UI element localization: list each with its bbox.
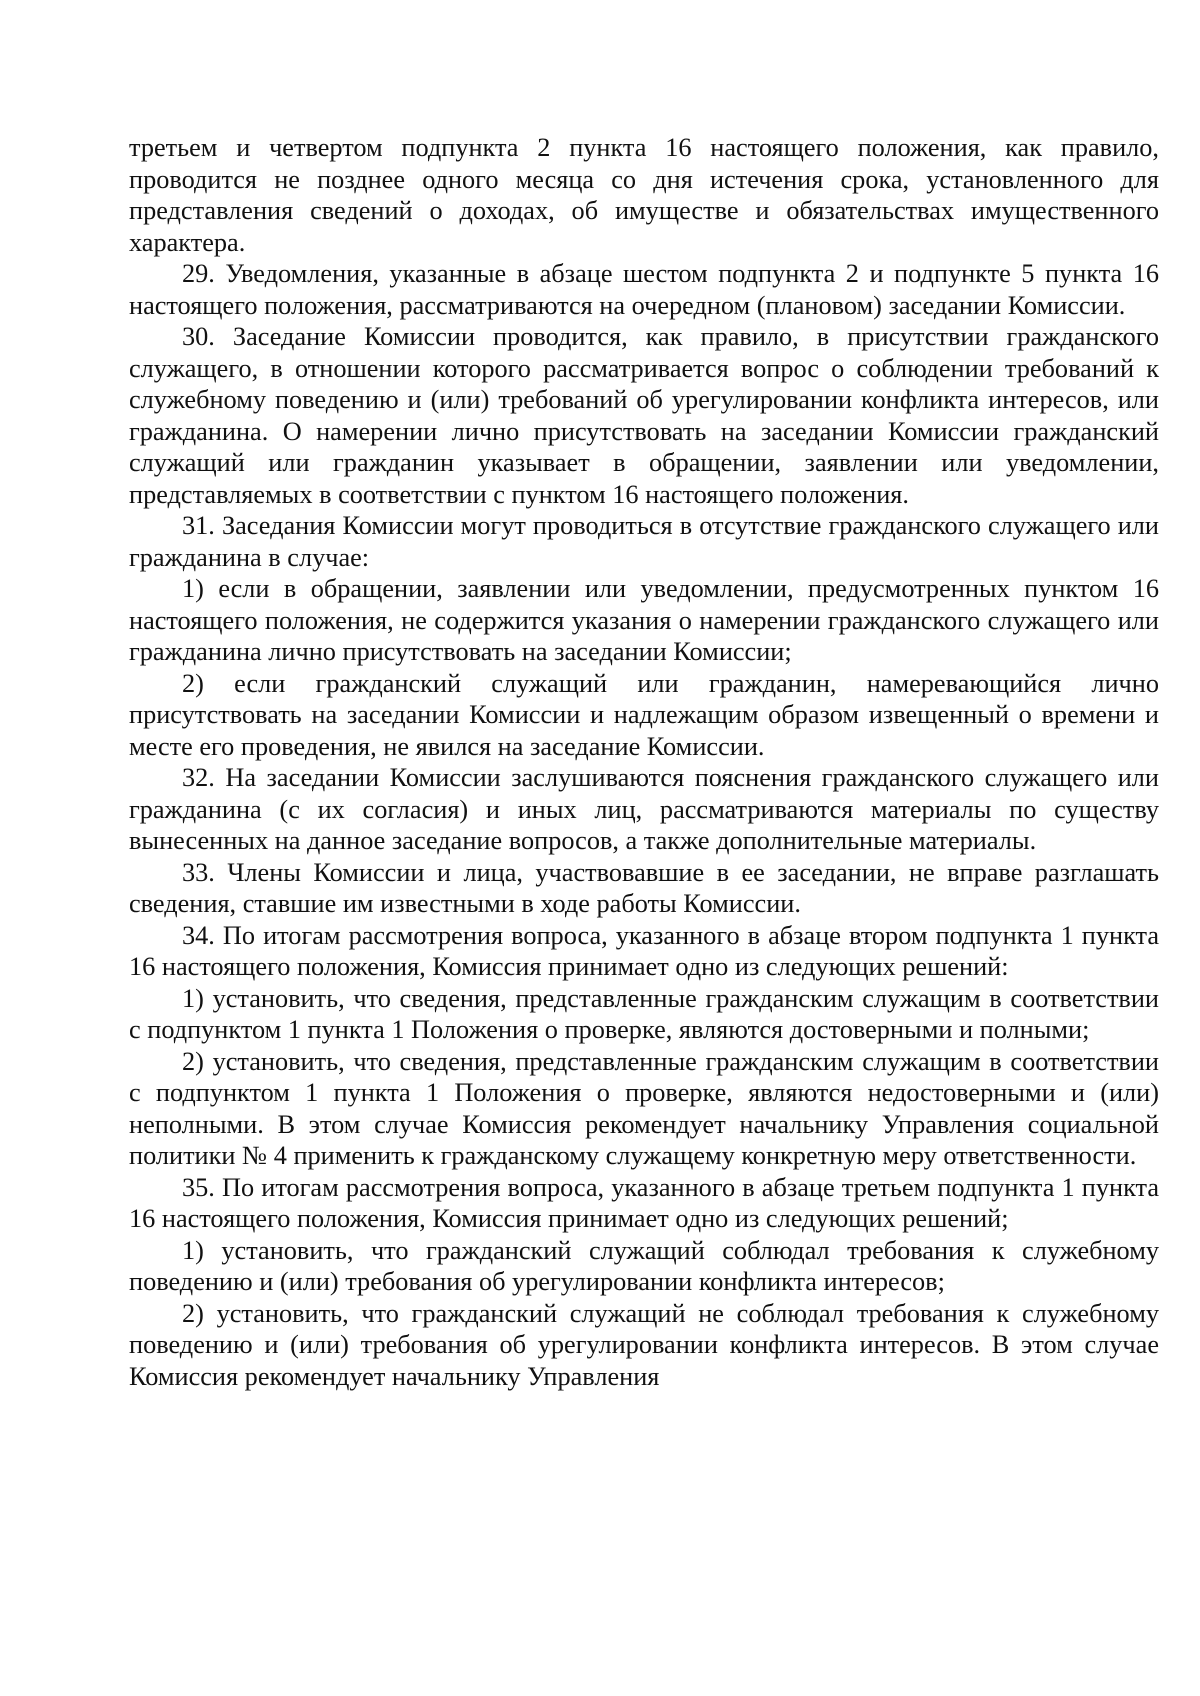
- paragraph-35-item-2: 2) установить, что гражданский служащий не соблюдал требования к служебному поведению и (или) требования об урегулировании конфликта интересов. В этом случае Комиссия рекомендует начальнику Управления: [129, 1298, 1159, 1391]
- paragraph-33: 33. Члены Комиссии и лица, участвовавшие в ее заседании, не вправе разглашать сведения, ставшие им известными в ходе работы Комиссии.: [129, 857, 1159, 918]
- paragraph-31-item-2: 2) если гражданский служащий или гражданин, намеревающийся лично присутствовать на заседании Комиссии и надлежащим образом извещенный о времени и месте его проведения, не явился на заседание Комиссии.: [129, 668, 1159, 761]
- paragraph-31-item-1: 1) если в обращении, заявлении или уведомлении, предусмотренных пунктом 16 настоящего положения, не содержится указания о намерении гражданского служащего или гражданина лично присутствовать на заседании Комиссии;: [129, 574, 1159, 666]
- document-body: [129, 132, 1159, 1392]
- paragraph-35-item-1: 1) установить, что гражданский служащий соблюдал требования к служебному поведению и (или) требования об урегулировании конфликта интересов;: [129, 1235, 1159, 1296]
- paragraph-34: 34. По итогам рассмотрения вопроса, указанного в абзаце втором подпункта 1 пункта 16 настоящего положения, Комиссия принимает одно из следующих решений:: [129, 920, 1159, 981]
- paragraph-34-item-2: 2) установить, что сведения, представленные гражданским служащим в соответствии с подпунктом 1 пункта 1 Положения о проверке, являются недостоверными и (или) неполными. В этом случае Комиссия рекомендует начальнику Управления социальной политики № 4 применить к гражданскому служащему конкретную меру ответственности.: [129, 1046, 1159, 1170]
- paragraph-32: 32. На заседании Комиссии заслушиваются пояснения гражданского служащего или гражданина (с их согласия) и иных лиц, рассматриваются материалы по существу вынесенных на данное заседание вопросов, а также дополнительные материалы.: [129, 763, 1159, 855]
- paragraph-30: 30. Заседание Комиссии проводится, как правило, в присутствии гражданского служащего, в отношении которого рассматривается вопрос о соблюдении требований к служебному поведению и (или) требований об урегулировании конфликта интересов, или гражданина. О намерении лично присутствовать на заседании Комиссии гражданский служащий или гражданин указывает в обращении, заявлении или уведомлении, представляемых в соответствии с пунктом 16 настоящего положения.: [129, 322, 1159, 509]
- paragraph-34-item-1: 1) установить, что сведения, представленные гражданским служащим в соответствии с подпунктом 1 пункта 1 Положения о проверке, являются достоверными и полными;: [129, 983, 1159, 1044]
- paragraph-31: 31. Заседания Комиссии могут проводиться в отсутствие гражданского служащего или гражданина в случае:: [129, 511, 1159, 572]
- paragraph-29: 29. Уведомления, указанные в абзаце шестом подпункта 2 и подпункте 5 пункта 16 настоящего положения, рассматриваются на очередном (плановом) заседании Комиссии.: [129, 259, 1159, 320]
- paragraph-continuation: третьем и четвертом подпункта 2 пункта 16 настоящего положения, как правило, проводится не позднее одного месяца со дня истечения срока, установленного для представления сведений о доходах, об имуществе и обязательствах имущественного характера.: [129, 133, 1159, 257]
- paragraph-35: 35. По итогам рассмотрения вопроса, указанного в абзаце третьем подпункта 1 пункта 16 настоящего положения, Комиссия принимает одно из следующих решений;: [129, 1172, 1159, 1233]
